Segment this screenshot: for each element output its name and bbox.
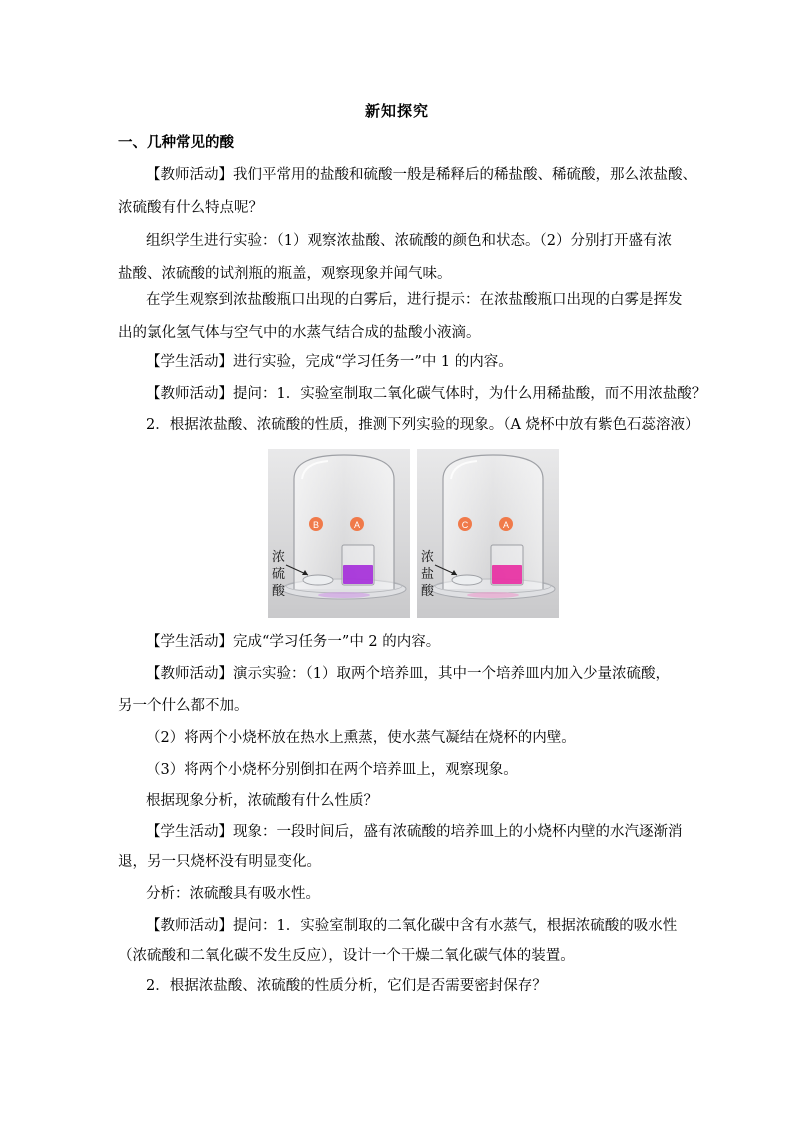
experiment-photo-concentrated-hydrochloric-acid <box>417 449 559 618</box>
beaker-label: C <box>461 520 469 530</box>
paragraph-line: 另一个什么都不加。 <box>118 698 249 714</box>
paragraph-line: 【教师活动】演示实验：（1）取两个培养皿，其中一个培养皿内加入少量浓硫酸， <box>146 666 670 682</box>
paragraph-line: 根据现象分析，浓硫酸有什么性质？ <box>146 793 378 809</box>
paragraph-line: 【教师活动】提问：1．实验室制取二氧化碳气体时，为什么用稀盐酸，而不用浓盐酸？ <box>146 386 707 402</box>
paragraph-line: 2．根据浓盐酸、浓硫酸的性质分析，它们是否需要密封保存？ <box>146 978 547 994</box>
paragraph-line: 【学生活动】完成“学习任务一”中 2 的内容。 <box>146 634 441 650</box>
paragraph-line: 浓硫酸有什么特点呢？ <box>118 200 263 216</box>
side-label-char: 酸 <box>272 584 286 599</box>
paragraph-line: （3）将两个小烧杯分别倒扣在两个培养皿上，观察现象。 <box>146 762 518 778</box>
paragraph-line: 【学生活动】进行实验，完成“学习任务一”中 1 的内容。 <box>146 354 513 370</box>
paragraph-line: 分析：浓硫酸具有吸水性。 <box>146 886 320 902</box>
page-title: 新知探究 <box>364 102 429 120</box>
side-label-char: 浓 <box>272 550 286 565</box>
liquid-level <box>492 565 522 584</box>
paragraph-line: 【学生活动】现象：一段时间后，盛有浓硫酸的培养皿上的小烧杯内壁的水汽逐渐消 <box>146 824 683 840</box>
paragraph-line: 【教师活动】提问：1．实验室制取的二氧化碳中含有水蒸气，根据浓硫酸的吸水性 <box>146 918 678 934</box>
beaker-label: A <box>502 520 510 530</box>
paragraph-line: 组织学生进行实验：（1）观察浓盐酸、浓硫酸的颜色和状态。（2）分别打开盛有浓 <box>146 233 672 249</box>
paragraph-line: 2．根据浓盐酸、浓硫酸的性质，推测下列实验的现象。（A 烧杯中放有紫色石蕊溶液） <box>146 417 700 433</box>
beaker-label: A <box>353 520 361 530</box>
beaker-label: B <box>312 520 320 530</box>
paragraph-line: 【教师活动】我们平常用的盐酸和硫酸一般是稀释后的稀盐酸、稀硫酸，那么浓盐酸、 <box>146 167 697 183</box>
paragraph-line: 退，另一只烧杯没有明显变化。 <box>118 854 321 870</box>
paragraph-line: 盐酸、浓硫酸的试剂瓶的瓶盖，观察现象并闻气味。 <box>118 266 452 282</box>
paragraph-line: （浓硫酸和二氧化碳不发生反应），设计一个干燥二氧化碳气体的装置。 <box>118 948 575 964</box>
section-title: 一、几种常见的酸 <box>118 134 234 151</box>
side-label-char: 浓 <box>421 550 435 565</box>
liquid-level <box>343 565 373 584</box>
paragraph-line: （2）将两个小烧杯放在热水上熏蒸，使水蒸气凝结在烧杯的内壁。 <box>146 730 576 746</box>
paragraph-line: 在学生观察到浓盐酸瓶口出现的白雾后，进行提示：在浓盐酸瓶口出现的白雾是挥发 <box>146 292 683 308</box>
side-label-char: 酸 <box>421 584 435 599</box>
experiment-figures <box>268 449 680 618</box>
side-label-char: 盐 <box>421 567 435 582</box>
paragraph-line: 出的氯化氢气体与空气中的水蒸气结合成的盐酸小液滴。 <box>118 325 481 341</box>
experiment-photo-concentrated-sulfuric-acid <box>268 449 410 618</box>
side-label-char: 硫 <box>272 567 286 582</box>
